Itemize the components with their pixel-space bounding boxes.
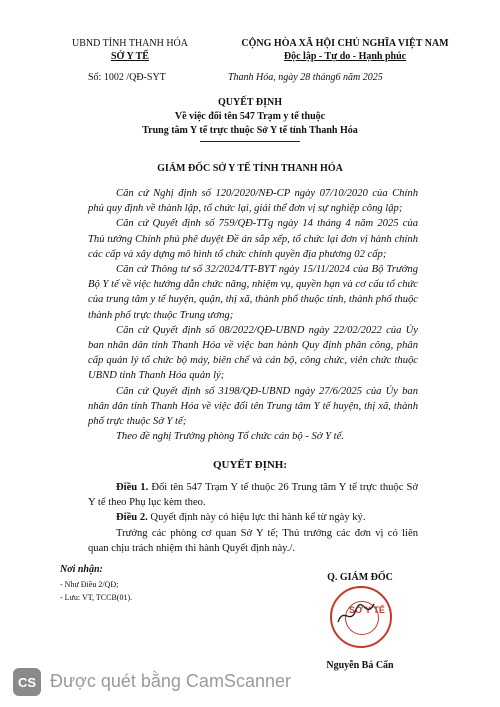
recipient-item: - Lưu: VT, TCCB(01). (60, 593, 133, 602)
subject-line-2: Trung tâm Y tế trực thuộc Sở Y tế tỉnh Thanh Hóa (142, 125, 358, 136)
title-divider (200, 141, 300, 142)
legal-basis: Căn cứ Thông tư số 32/2024/TT-BYT ngày 15/11/2024 của Bộ Trưởng Bộ Y tế về việc hướng dẫn chức năng, nhiệm vụ, quyền hạn và cơ cấu tổ chức của trung tâm y tế huyện, quận, thị xã, thành phố thuộc tỉnh, thành phố thuộc thành phố trực thuộc Trung ương; (88, 264, 418, 321)
recipients-title: Nơi nhận: (60, 564, 103, 575)
document-type: QUYẾT ĐỊNH (218, 97, 282, 108)
signature-mark (336, 600, 376, 630)
implementation-clause: Trưởng các phòng cơ quan Sở Y tế; Thủ trưởng các đơn vị có liên quan chịu trách nhiệm thi hành Quyết định này./. (88, 527, 418, 554)
recipient-item: - Như Điều 2/QĐ; (60, 580, 119, 589)
camscanner-logo-icon: CS (13, 668, 41, 696)
legal-basis: Căn cứ Quyết định số 08/2022/QĐ-UBND ngày 22/02/2022 của Ủy ban nhân dân tỉnh Thanh Hóa về việc ban hành Quy định phân công, phân cấp quản lý tổ chức bộ máy, biên chế và cán bộ, công chức, viên chức thuộc UBND tỉnh Thanh Hóa quản lý; (88, 324, 418, 382)
article-text: Đổi tên 547 Trạm Y tế thuộc 26 Trung tâm Y tế trực thuộc Sở Y tế theo Phụ lục kèm theo. (88, 482, 419, 509)
place-date: Thanh Hóa, ngày 28 tháng6 năm 2025 (228, 72, 383, 83)
agency-name: SỞ Y TẾ (111, 51, 149, 62)
subject-line-1: Về việc đổi tên 547 Trạm y tế thuộc (174, 111, 326, 122)
camscanner-watermark: Được quét bằng CamScanner (50, 671, 291, 691)
document-number: Số: 1002 /QĐ-SYT (88, 72, 166, 83)
article-1 (88, 480, 418, 510)
seal-text: SỞ Y TẾ (349, 605, 385, 615)
legal-bases (88, 186, 418, 444)
issuing-authority: GIÁM ĐỐC SỞ Y TẾ TỈNH THANH HÓA (157, 163, 343, 174)
recipients-list (60, 578, 132, 604)
legal-basis: Căn cứ Quyết định số 3198/QĐ-UBND ngày 27/6/2025 của Ủy ban nhân dân tỉnh Thanh Hóa về việc đổi tên Trung tâm Y tế huyện, thị xã, thành phố trực thuộc Sở Y tế; (88, 385, 418, 428)
legal-basis: Căn cứ Quyết định số 759/QĐ-TTg ngày 14 tháng 4 năm 2025 của Thủ tướng Chính phủ phê duyệt Đề án sắp xếp, tổ chức lại đơn vị hành chính các cấp và xây dựng mô hình tổ chức chính quyền địa phương 02 cấp; (88, 218, 418, 260)
articles (88, 480, 418, 556)
article-text: Quyết định này có hiệu lực thi hành kể từ ngày ký. (147, 512, 366, 524)
article-label: Điều 1. (116, 482, 149, 493)
motto: Độc lập - Tự do - Hạnh phúc (283, 51, 407, 62)
agency-parent: UBND TỈNH THANH HÓA (71, 38, 188, 49)
legal-basis: Căn cứ Nghị định số 120/2020/NĐ-CP ngày 07/10/2020 của Chính phủ quy định về thành lập, tổ chức lại, giải thể đơn vị sự nghiệp công lập; (88, 188, 418, 215)
signature-title: Q. GIÁM ĐỐC (327, 572, 393, 583)
nation-name: CỘNG HÒA XÃ HỘI CHỦ NGHĨA VIỆT NAM (241, 38, 449, 49)
article-2 (88, 510, 418, 525)
decision-heading: QUYẾT ĐỊNH: (212, 459, 288, 471)
article-label: Điều 2. (116, 512, 148, 524)
legal-basis: Theo đề nghị Trưởng phòng Tổ chức cán bộ - Sở Y tế. (116, 431, 344, 443)
signer-name: Nguyễn Bá Cẩn (326, 660, 394, 671)
